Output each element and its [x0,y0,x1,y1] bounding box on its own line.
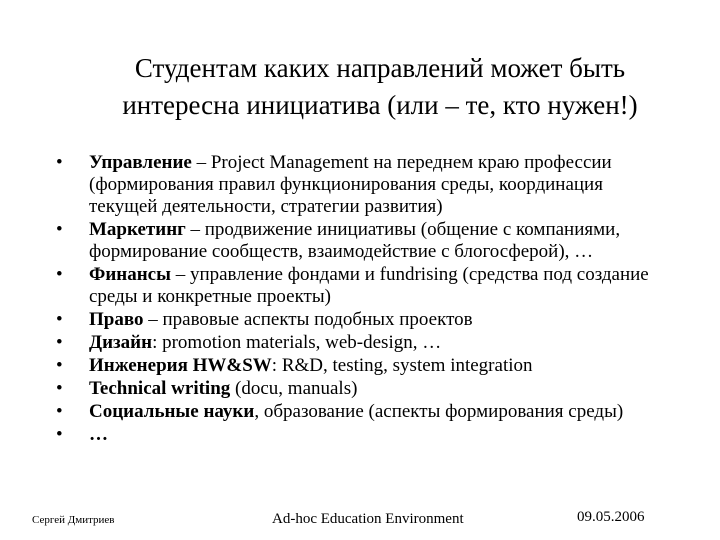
footer-author: Сергей Дмитриев [32,514,115,526]
list-item-text: – Project Management на переднем краю профессии (формирования правил функционирования среды, координация текущей деятельности, стратегии развития) [89,152,612,217]
bullet-icon: • [56,424,63,445]
list-item-heading: … [89,424,108,445]
footer-title: Ad-hoc Education Environment [272,511,464,527]
list-item [56,309,676,331]
list-item-text: (docu, manuals) [230,378,358,399]
list-item [56,219,676,263]
bullet-icon: • [56,219,63,240]
list-item-heading: Technical writing [89,378,231,399]
list-item [56,332,676,354]
list-item-text: : promotion materials, web-design, … [152,332,442,353]
list-item [56,355,676,377]
list-item [56,264,676,308]
bullet-icon: • [56,355,63,376]
bullet-icon: • [56,264,63,285]
bullet-icon: • [56,332,63,353]
slide-title [40,50,720,124]
list-item-heading: Инженерия HW&SW [89,355,272,376]
bullet-list [56,152,676,447]
list-item [56,152,676,218]
slide-title-line-2: интересна инициатива (или – те, кто нужен!) [122,90,638,120]
bullet-icon: • [56,152,63,173]
list-item-text: – правовые аспекты подобных проектов [143,309,473,330]
list-item [56,378,676,400]
list-item-text: – продвижение инициативы (общение с компаниями, формирование сообществ, взаимодействие с блогосферой), … [89,219,621,262]
list-item-heading: Дизайн [89,332,153,353]
list-item-text: , образование (аспекты формирования среды) [254,401,624,422]
list-item-heading: Управление [89,152,192,173]
list-item-heading: Право [89,309,144,330]
list-item-text: : R&D, testing, system integration [271,355,533,376]
bullet-icon: • [56,309,63,330]
list-item [56,401,676,423]
bullet-icon: • [56,401,63,422]
list-item [56,424,676,446]
footer-date: 09.05.2006 [577,509,645,525]
list-item-heading: Социальные науки [89,401,255,422]
list-item-text: – управление фондами и fundrising (средства под создание среды и конкретные проекты) [89,264,649,307]
bullet-icon: • [56,378,63,399]
slide-title-line-1: Студентам каких направлений может быть [134,53,626,83]
list-item-heading: Финансы [89,264,171,285]
list-item-heading: Маркетинг [89,219,186,240]
